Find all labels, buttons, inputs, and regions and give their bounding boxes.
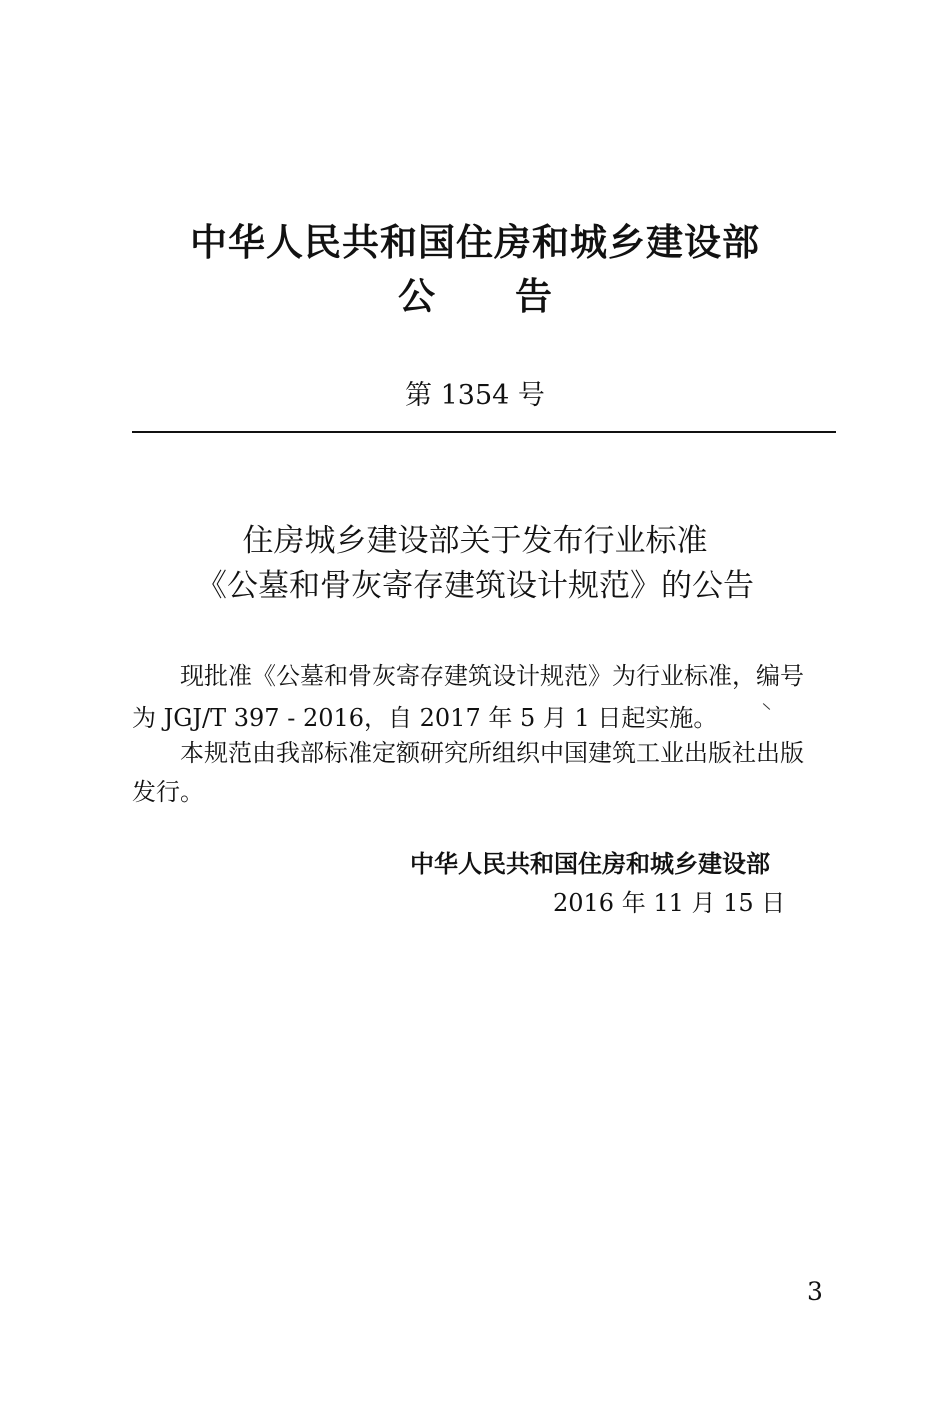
signature-issuer: 中华人民共和国住房和城乡建设部 (410, 850, 770, 878)
header-divider (132, 431, 836, 433)
body-paragraph-1-line-2: 为 JGJ/T 397 - 2016，自 2017 年 5 月 1 日起实施。 (132, 704, 718, 732)
announcement-number: 第 1354 号 (405, 380, 545, 411)
signature-date: 2016 年 11 月 15 日 (553, 889, 786, 917)
page-number: 3 (807, 1277, 823, 1306)
announcement-type: 公告 (398, 275, 632, 318)
stray-ink-mark (763, 703, 770, 710)
headline-line-1: 住房城乡建设部关于发布行业标准 (242, 523, 708, 559)
headline-line-2: 《公墓和骨灰寄存建筑设计规范》的公告 (196, 568, 754, 604)
body-paragraph-2-line-1: 本规范由我部标准定额研究所组织中国建筑工业出版社出版 (180, 739, 804, 767)
issuer-title: 中华人民共和国住房和城乡建设部 (190, 221, 760, 264)
body-paragraph-1-line-1: 现批准《公墓和骨灰寄存建筑设计规范》为行业标准，编号 (180, 662, 804, 690)
body-paragraph-2-line-2: 发行。 (132, 778, 204, 806)
